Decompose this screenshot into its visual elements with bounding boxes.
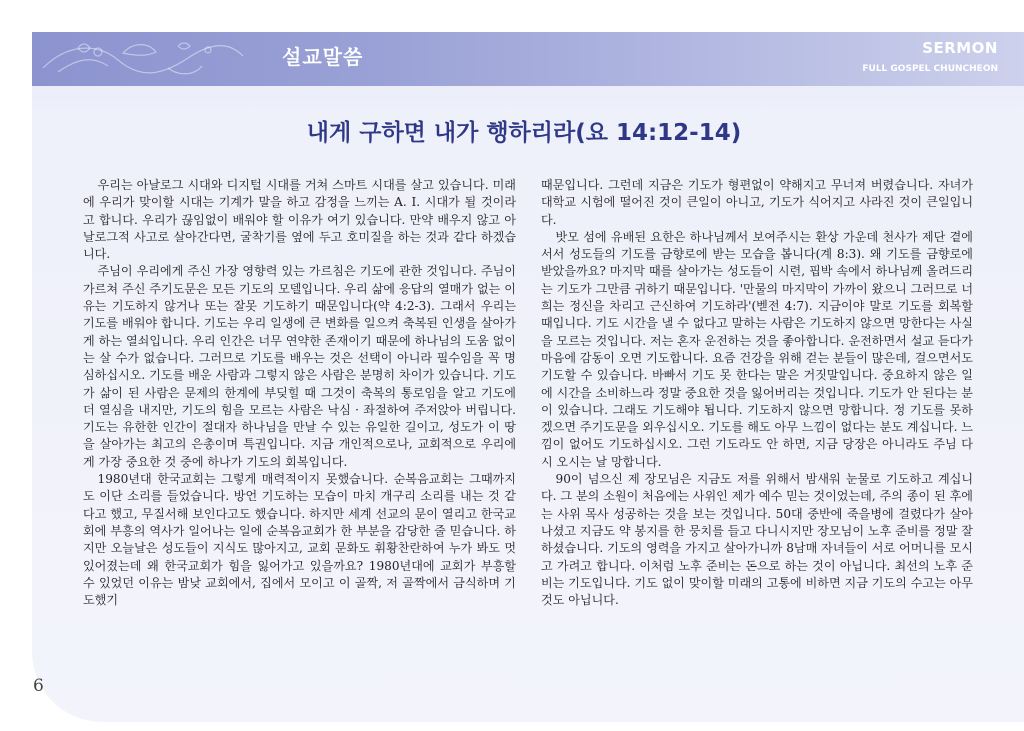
sermon-title: 내게 구하면 내가 행하리라(요 14:12-14) bbox=[306, 120, 742, 146]
floral-ornament-icon bbox=[38, 38, 248, 82]
right-column bbox=[541, 177, 973, 609]
page-number: 6 bbox=[33, 676, 44, 696]
sermon-label: SERMON bbox=[922, 39, 998, 57]
church-label: FULL GOSPEL CHUNCHEON bbox=[862, 64, 998, 74]
paragraph: 주님이 우리에게 주신 가장 영향력 있는 가르침은 기도에 관한 것입니다. 주님이 가르쳐 주신 주기도문은 모든 기도의 모델입니다. 우리 삶에 응답의 열매가 없는 이유는 기도하지 않거나 또는 잘못 기도하기 때문입니다(약 4:2-3). 그래서 우리는 기도를 배워야 합니다. 기도는 우리 일생에 큰 변화를 일으켜 축복된 인생을 살아가게 하는 열쇠입니다. 우리 인간은 너무 연약한 존재이기 때문에 하나님의 도움 없이는 살 수가 없습니다. 그러므로 기도를 배우는 것은 선택이 아니라 필수임을 꼭 명심하십시오. 기도를 배운 사람과 그렇지 않은 사람은 분명히 차이가 있습니다. 기도가 삶이 된 사람은 문제의 한계에 부딪힐 때 그것이 축복의 통로임을 알고 기도에 더 열심을 내지만, 기도의 힘을 모르는 사람은 낙심 · 좌절하여 주저앉아 버립니다. 기도는 유한한 인간이 절대자 하나님을 만날 수 있는 유일한 길이고, 성도가 이 땅을 살아가는 최고의 은총이며 특권입니다. 지금 개인적으로나, 교회적으로 우리에게 가장 중요한 것 중에 하나가 기도의 회복입니다. bbox=[83, 264, 516, 469]
paragraph: 밧모 섬에 유배된 요한은 하나님께서 보여주시는 환상 가운데 천사가 제단 곁에 서서 성도들의 기도를 금향로에 받는 모습을 봅니다(계 8:3). 왜 기도를 금향로에 받았을까요? 마지막 때를 살아가는 성도들이 시련, 핍박 속에서 하나님께 올려드리는 기도가 그만큼 귀하기 때문입니다. '만물의 마지막이 가까이 왔으니 그러므로 너희는 정신을 차리고 근신하여 기도하라'(벧전 4:7). 지금이야 말로 기도를 회복할 때입니다. 기도 시간을 낼 수 없다고 말하는 사람은 기도하지 않으면 망한다는 사실을 모르는 것입니다. 저는 혼자 운전하는 것을 좋아합니다. 운전하면서 설교 듣다가 마음에 감동이 오면 기도합니다. 요즘 건강을 위해 걷는 분들이 많은데, 걸으면서도 기도할 수 있습니다. 바빠서 기도 못 한다는 말은 거짓말입니다. 중요하지 않은 일에 시간을 소비하느라 정말 중요한 것을 잃어버리는 것입니다. 기도가 안 된다는 분이 있습니다. 그래도 기도해야 됩니다. 기도하지 않으면 망합니다. 정 기도를 못하겠으면 주기도문을 외우십시오. 기도를 해도 아무 느낌이 없다는 분도 계십니다. 느낌이 없어도 기도하십시오. 그런 기도라도 안 하면, 지금 당장은 아니라도 주님 다시 오시는 날 망합니다. bbox=[541, 229, 973, 469]
paragraph: 1980년대 한국교회는 그렇게 매력적이지 못했습니다. 순복음교회는 그때까지도 이단 소리를 들었습니다. 방언 기도하는 모습이 마치 개구리 소리를 내는 것 같다고 했고, 무질서해 보인다고도 했습니다. 하지만 세계 선교의 문이 열리고 한국교회에 부흥의 역사가 일어나는 일에 순복음교회가 한 부분을 감당한 줄 믿습니다. 하지만 오늘날은 성도들이 지식도 많아지고, 교회 문화도 휘황찬란하여 누가 봐도 멋있어졌는데 왜 한국교회가 힘을 잃어가고 있을까요? 1980년대에 교회가 부흥할 수 있었던 이유는 밤낮 교회에서, 집에서 모이고 이 골짝, 저 골짝에서 금식하며 기도했기 bbox=[83, 472, 516, 608]
left-column bbox=[83, 177, 516, 609]
paragraph: 90이 넘으신 제 장모님은 지금도 저를 위해서 밤새워 눈물로 기도하고 계십니다. 그 분의 소원이 처음에는 사위인 제가 예수 믿는 것이었는데, 주의 종이 된 후에는 사위 목사 성공하는 것을 보는 것입니다. 50대 중반에 죽을병에 걸렸다가 살아나셨고 지금도 약 봉지를 한 뭉치를 들고 다니시지만 장모님이 노후 준비를 정말 잘하셨습니다. 기도의 영력을 가지고 살아가니까 8남매 자녀들이 서로 어머니를 모시고 가려고 합니다. 이처럼 노후 준비는 돈으로 하는 것이 아닙니다. 최선의 노후 준비는 기도입니다. 기도 없이 맞이할 미래의 고통에 비하면 지금 기도의 수고는 아무것도 아닙니다. bbox=[541, 472, 973, 608]
paragraph: 때문입니다. 그런데 지금은 기도가 형편없이 약해지고 무너져 버렸습니다. 자녀가 대학교 시험에 떨어진 것이 큰일이 아니고, 기도가 식어지고 사라진 것이 큰일입니다. bbox=[541, 178, 973, 227]
paragraph: 우리는 아날로그 시대와 디지털 시대를 거쳐 스마트 시대를 살고 있습니다. 미래에 우리가 맞이할 시대는 기계가 말을 하고 감정을 느끼는 A. I. 시대가 될 것이라고 합니다. 우리가 끊임없이 배워야 할 이유가 여기 있습니다. 만약 배우지 않고 아날로그적 사고로 살아간다면, 굴착기를 옆에 두고 호미질을 하는 것과 같다 하겠습니다. bbox=[83, 178, 516, 262]
section-title: 설교말씀 bbox=[282, 45, 364, 69]
